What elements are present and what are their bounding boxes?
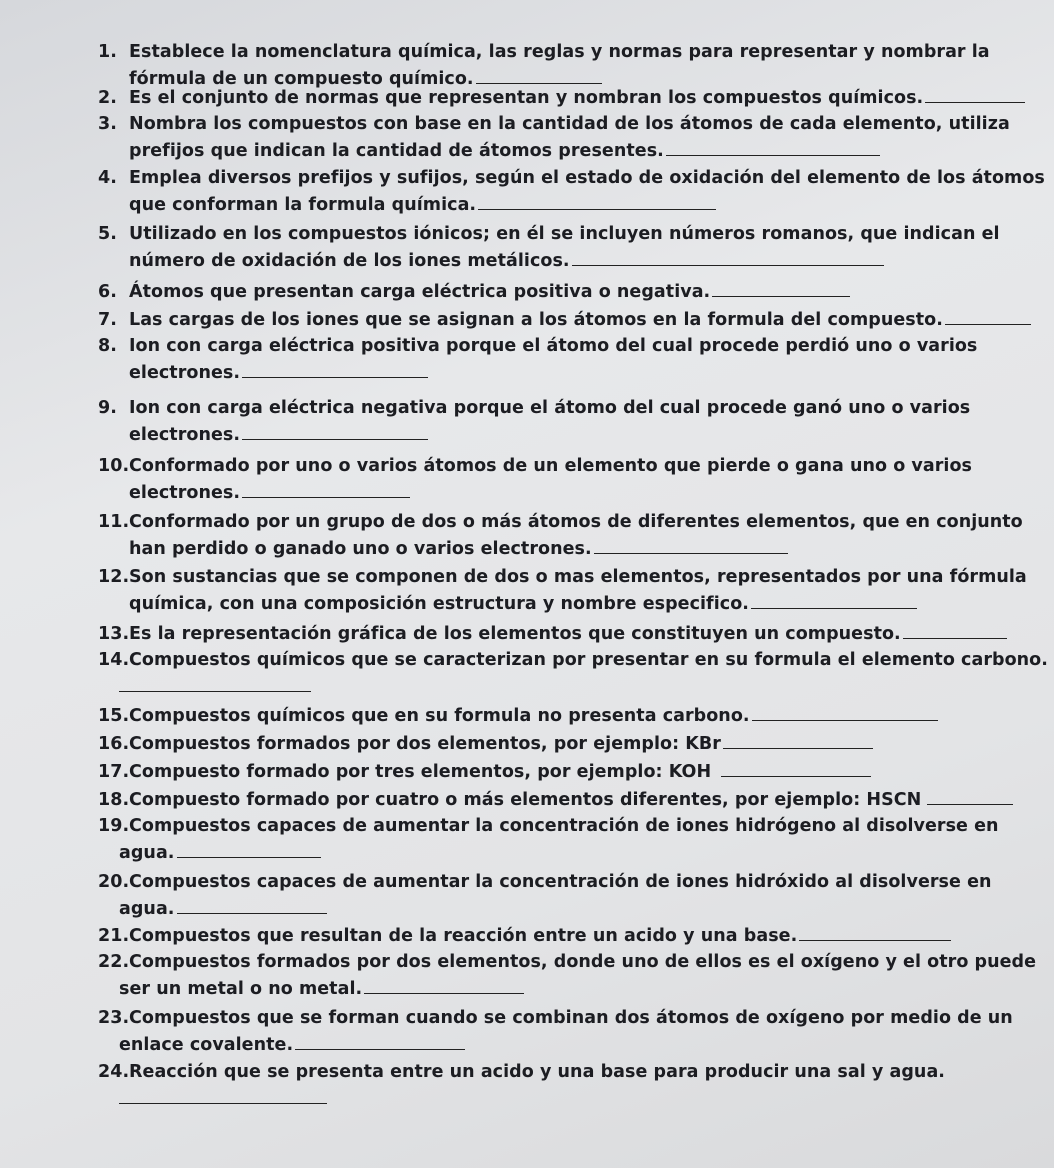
answer-blank[interactable] — [177, 895, 327, 914]
question-text: Compuestos químicos que en su formula no presenta carbono. — [129, 706, 750, 726]
question-5 — [98, 222, 1000, 274]
question-number: 5. — [98, 224, 117, 244]
question-text: Ion con carga eléctrica positiva porque el átomo del cual procede perdió uno o varios — [129, 336, 978, 356]
question-18 — [98, 786, 993, 813]
question-text: Reacción que se presenta entre un acido y una base para producir una sal y agua. — [129, 1062, 945, 1082]
question-text: Compuestos que se forman cuando se combinan dos átomos de oxígeno por medio de un — [129, 1008, 1013, 1028]
question-8 — [98, 334, 993, 386]
answer-blank[interactable] — [723, 730, 873, 749]
question-text: electrones. — [129, 363, 241, 383]
answer-blank[interactable] — [712, 278, 850, 297]
question-23 — [98, 1006, 1013, 1058]
answer-blank[interactable] — [364, 975, 524, 994]
answer-blank[interactable] — [119, 1085, 327, 1104]
question-17 — [98, 758, 993, 785]
question-number: 13. — [98, 624, 130, 644]
question-number: 12. — [98, 567, 130, 587]
answer-blank[interactable] — [666, 137, 880, 156]
question-text: Compuestos formados por dos elementos, donde uno de ellos es el oxígeno y el otro puede — [129, 952, 1037, 972]
question-text: Las cargas de los iones que se asignan a los átomos en la formula del compuesto. — [129, 310, 943, 330]
answer-blank[interactable] — [751, 590, 917, 609]
question-14 — [98, 648, 1048, 700]
answer-blank[interactable] — [903, 620, 1007, 639]
answer-blank[interactable] — [945, 306, 1031, 325]
question-number: 4. — [98, 168, 117, 188]
answer-blank[interactable] — [572, 247, 884, 266]
question-text: número de oxidación de los iones metálicos. — [129, 251, 570, 271]
question-number: 8. — [98, 336, 117, 356]
question-11 — [98, 510, 1023, 562]
question-4 — [98, 166, 1045, 218]
question-3 — [98, 112, 1010, 164]
question-text: han perdido o ganado uno o varios electrones. — [129, 539, 592, 559]
answer-blank[interactable] — [478, 191, 716, 210]
question-number: 21. — [98, 926, 130, 946]
question-text: Es el conjunto de normas que representan y nombran los compuestos químicos. — [129, 88, 924, 108]
question-9 — [98, 396, 993, 448]
question-20 — [98, 870, 993, 922]
question-text: Compuestos que resultan de la reacción entre un acido y una base. — [129, 926, 798, 946]
answer-blank[interactable] — [721, 758, 871, 777]
question-number: 16. — [98, 734, 130, 754]
question-text: electrones. — [129, 483, 241, 503]
question-text: Conformado por uno o varios átomos de un elemento que pierde o gana uno o varios — [129, 456, 973, 476]
question-text: Ion con carga eléctrica negativa porque el átomo del cual procede ganó uno o varios — [129, 398, 971, 418]
question-22 — [98, 950, 1037, 1002]
answer-blank[interactable] — [242, 479, 410, 498]
answer-blank[interactable] — [295, 1031, 465, 1050]
question-7 — [98, 306, 993, 333]
question-number: 14. — [98, 650, 130, 670]
question-number: 7. — [98, 310, 117, 330]
question-number: 11. — [98, 512, 130, 532]
question-text: Utilizado en los compuestos iónicos; en él se incluyen números romanos, que indican el — [129, 224, 1000, 244]
question-number: 22. — [98, 952, 130, 972]
question-text: Compuesto formado por tres elementos, por ejemplo: KOH — [129, 762, 712, 782]
question-19 — [98, 814, 999, 866]
question-number: 24. — [98, 1062, 130, 1082]
question-text: agua. — [119, 843, 175, 863]
answer-blank[interactable] — [119, 673, 311, 692]
answer-blank[interactable] — [925, 84, 1025, 103]
answer-blank[interactable] — [242, 359, 428, 378]
answer-blank[interactable] — [752, 702, 938, 721]
question-16 — [98, 730, 993, 757]
question-text: enlace covalente. — [119, 1035, 294, 1055]
question-text: agua. — [119, 899, 175, 919]
question-text: Compuestos formados por dos elementos, por ejemplo: KBr — [129, 734, 721, 754]
question-number: 3. — [98, 114, 117, 134]
question-number: 18. — [98, 790, 130, 810]
question-21 — [98, 922, 993, 949]
question-text: ser un metal o no metal. — [119, 979, 363, 999]
question-text: Es la representación gráfica de los elementos que constituyen un compuesto. — [129, 624, 901, 644]
question-6 — [98, 278, 993, 305]
answer-blank[interactable] — [594, 535, 788, 554]
question-text: que conforman la formula química. — [129, 195, 477, 215]
question-text: Compuestos capaces de aumentar la concentración de iones hidróxido al disolverse en — [129, 872, 992, 892]
question-text: electrones. — [129, 425, 241, 445]
question-15 — [98, 702, 993, 729]
question-text: Compuestos capaces de aumentar la concentración de iones hidrógeno al disolverse en — [129, 816, 999, 836]
question-24 — [98, 1060, 993, 1112]
question-13 — [98, 620, 993, 647]
question-12 — [98, 565, 1027, 617]
question-number: 17. — [98, 762, 130, 782]
question-number: 1. — [98, 42, 117, 62]
question-number: 2. — [98, 88, 117, 108]
question-text: Conformado por un grupo de dos o más átomos de diferentes elementos, que en conjunto — [129, 512, 1023, 532]
question-text: Emplea diversos prefijos y sufijos, según el estado de oxidación del elemento de los átomos — [129, 168, 1045, 188]
question-number: 6. — [98, 282, 117, 302]
question-10 — [98, 454, 993, 506]
question-number: 23. — [98, 1008, 130, 1028]
answer-blank[interactable] — [177, 839, 321, 858]
question-number: 20. — [98, 872, 130, 892]
question-text: Compuestos químicos que se caracterizan por presentar en su formula el elemento carbono. — [129, 650, 1048, 670]
question-text: Son sustancias que se componen de dos o mas elementos, representados por una fórmula — [129, 567, 1027, 587]
question-number: 9. — [98, 398, 117, 418]
question-text: Átomos que presentan carga eléctrica positiva o negativa. — [129, 282, 711, 302]
question-text: Establece la nomenclatura química, las reglas y normas para representar y nombrar la — [129, 42, 990, 62]
question-text: Nombra los compuestos con base en la cantidad de los átomos de cada elemento, utiliza — [129, 114, 1010, 134]
answer-blank[interactable] — [799, 922, 951, 941]
question-2 — [98, 84, 993, 111]
question-text: Compuesto formado por cuatro o más elementos diferentes, por ejemplo: HSCN — [129, 790, 922, 810]
answer-blank[interactable] — [242, 421, 428, 440]
answer-blank[interactable] — [476, 65, 602, 84]
question-number: 19. — [98, 816, 130, 836]
question-number: 15. — [98, 706, 130, 726]
answer-blank[interactable] — [927, 786, 1013, 805]
question-number: 10. — [98, 456, 130, 476]
question-text: química, con una composición estructura y nombre especifico. — [129, 594, 749, 614]
question-text: prefijos que indican la cantidad de átomos presentes. — [129, 141, 664, 161]
question-text: fórmula de un compuesto químico. — [129, 69, 474, 89]
